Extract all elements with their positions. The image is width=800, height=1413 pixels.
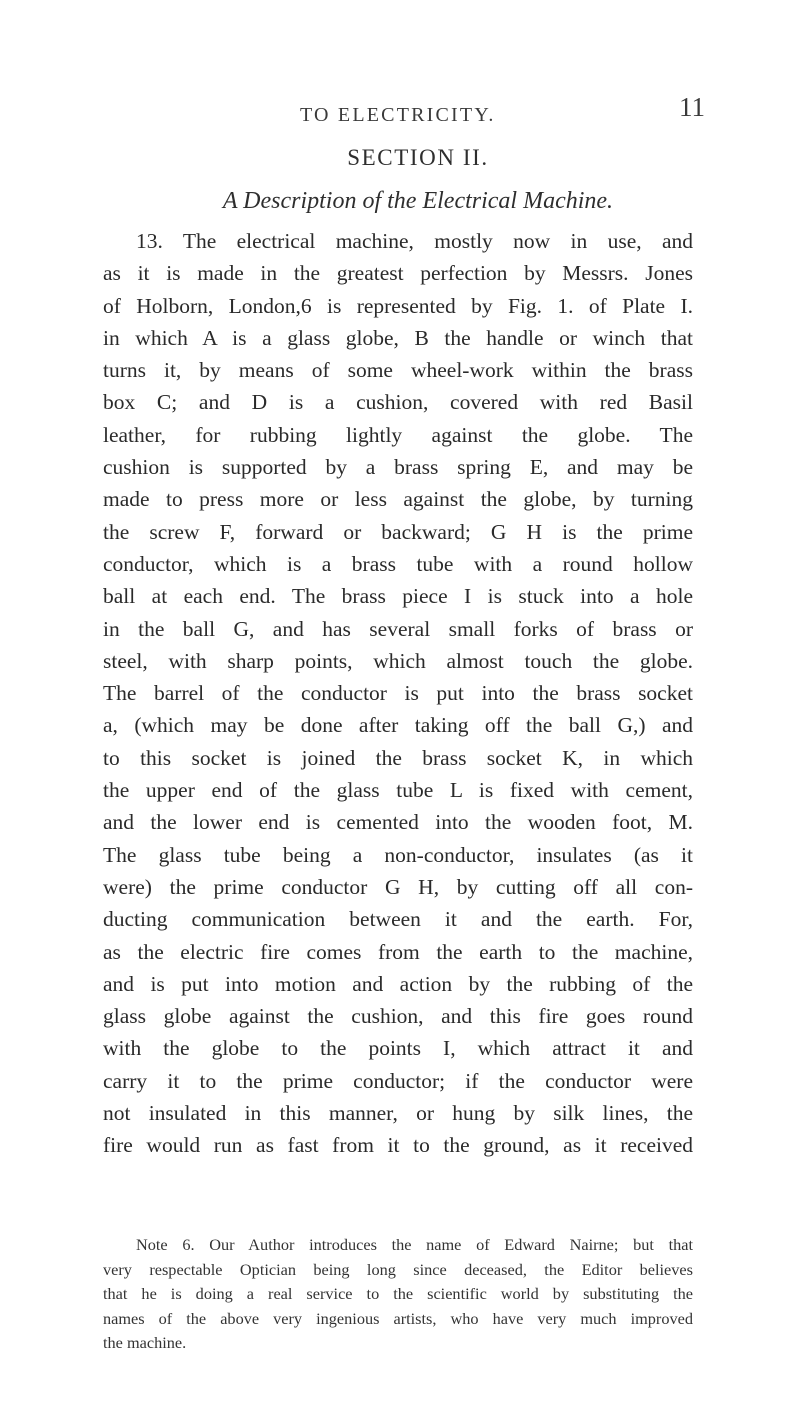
text-line: carry it to the prime conductor; if the conductor were xyxy=(103,1068,693,1093)
footnote-line: very respectable Optician being long since deceased, the Editor believes xyxy=(103,1259,693,1279)
footnote-line: the machine. xyxy=(103,1333,187,1353)
text-line: with the globe to the points I, which attract it and xyxy=(103,1036,693,1061)
text-line: made to press more or less against the globe, by turning xyxy=(103,487,693,512)
text-line: were) the prime conductor G H, by cutting off all con- xyxy=(103,874,693,899)
text-line: The glass tube being a non-conductor, insulates (as it xyxy=(103,842,693,867)
section-heading: SECTION II. xyxy=(347,145,489,170)
text-line: fire would run as fast from it to the ground, as it received xyxy=(103,1133,693,1158)
text-line: conductor, which is a brass tube with a round hollow xyxy=(103,551,693,576)
text-line: glass globe against the cushion, and this fire goes round xyxy=(103,1004,693,1029)
text-line: ball at each end. The brass piece I is stuck into a hole xyxy=(103,584,693,609)
text-line: the upper end of the glass tube L is fixed with cement, xyxy=(103,778,693,803)
running-title: TO ELECTRICITY. xyxy=(300,104,496,126)
text-line: and is put into motion and action by the rubbing of the xyxy=(103,971,693,996)
text-line: to this socket is joined the brass socket K, in which xyxy=(103,745,693,770)
text-line: box C; and D is a cushion, covered with red Basil xyxy=(103,390,693,415)
footnote xyxy=(103,1233,693,1356)
text-line: turns it, by means of some wheel-work within the brass xyxy=(103,358,693,383)
page-number: 11 xyxy=(679,92,705,122)
text-line: in which A is a glass globe, B the handle or winch that xyxy=(103,325,693,350)
footnote-line: names of the above very ingenious artists, who have very much improved xyxy=(103,1308,693,1328)
body-paragraph xyxy=(103,225,693,1162)
footnote-line: that he is doing a real service to the scientific world by substituting the xyxy=(103,1284,693,1304)
text-line: steel, with sharp points, which almost touch the globe. xyxy=(103,648,693,673)
section-subtitle: A Description of the Electrical Machine. xyxy=(222,188,614,214)
text-line: the screw F, forward or backward; G H is the prime xyxy=(103,519,693,544)
text-line: in the ball G, and has several small forks of brass or xyxy=(103,616,693,641)
text-line: of Holborn, London,6 is represented by Fig. 1. of Plate I. xyxy=(103,293,693,318)
text-line: ducting communication between it and the earth. For, xyxy=(103,907,693,932)
text-line: cushion is supported by a brass spring E, and may be xyxy=(103,455,693,480)
text-line: leather, for rubbing lightly against the globe. The xyxy=(103,422,693,447)
text-line: 13. The electrical machine, mostly now in use, and xyxy=(136,229,693,253)
footnote-line: Note 6. Our Author introduces the name of Edward Nairne; but that xyxy=(136,1235,693,1254)
text-line: The barrel of the conductor is put into the brass socket xyxy=(103,681,693,706)
text-line: as it is made in the greatest perfection by Messrs. Jones xyxy=(103,261,693,286)
text-line: not insulated in this manner, or hung by silk lines, the xyxy=(103,1101,693,1126)
text-line: and the lower end is cemented into the wooden foot, M. xyxy=(103,810,693,835)
text-line: as the electric fire comes from the earth to the machine, xyxy=(103,939,693,964)
text-line: a, (which may be done after taking off the ball G,) and xyxy=(103,713,693,738)
